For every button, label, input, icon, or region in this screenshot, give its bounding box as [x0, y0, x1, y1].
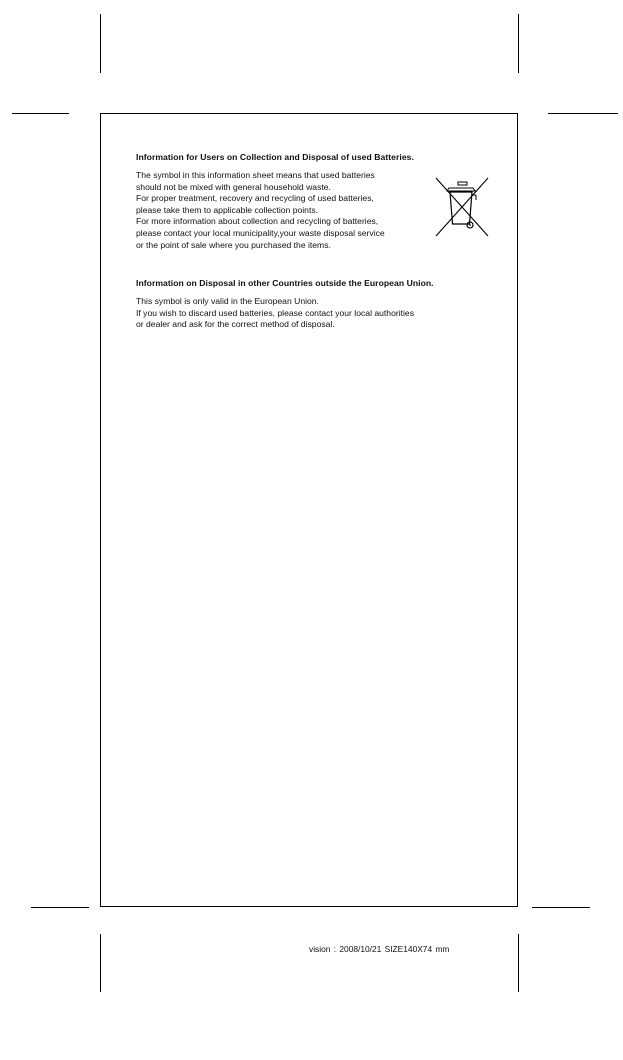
section-1-line: please take them to applicable collection points.: [136, 204, 319, 215]
section-2-line: If you wish to discard used batteries, please contact your local authorities: [136, 307, 415, 318]
section-1-line: should not be mixed with general household waste.: [136, 181, 331, 192]
crop-mark-top-left: [100, 14, 101, 73]
version-size-footer: vision : 2008/10/21 SIZE140X74 mm: [309, 944, 450, 954]
section-1-line: or the point of sale where you purchased the items.: [136, 239, 331, 250]
crop-mark-left-top: [12, 113, 69, 114]
crop-mark-bottom-left: [100, 934, 101, 992]
section-1-heading: Information for Users on Collection and Disposal of used Batteries.: [136, 152, 414, 162]
crop-mark-right-bottom: [532, 907, 590, 908]
section-2-line: This symbol is only valid in the European Union.: [136, 296, 319, 306]
section-1-line: please contact your local municipality,your waste disposal service: [136, 227, 385, 238]
crossed-out-wheelie-bin-icon: [434, 174, 490, 240]
section-1-line: The symbol in this information sheet means that used batteries: [136, 170, 375, 180]
section-2-line: or dealer and ask for the correct method of disposal.: [136, 319, 335, 330]
crop-mark-bottom-right: [518, 934, 519, 992]
crop-mark-right-top: [548, 113, 618, 114]
section-1-line: For proper treatment, recovery and recycling of used batteries,: [136, 193, 374, 204]
section-2-text: [136, 296, 414, 331]
section-1-line: For more information about collection and recycling of batteries,: [136, 216, 379, 227]
section-1-text: [136, 170, 385, 251]
section-2-heading: Information on Disposal in other Countries outside the European Union.: [136, 278, 434, 288]
crop-mark-left-bottom: [31, 907, 89, 908]
crop-mark-top-right: [518, 14, 519, 73]
